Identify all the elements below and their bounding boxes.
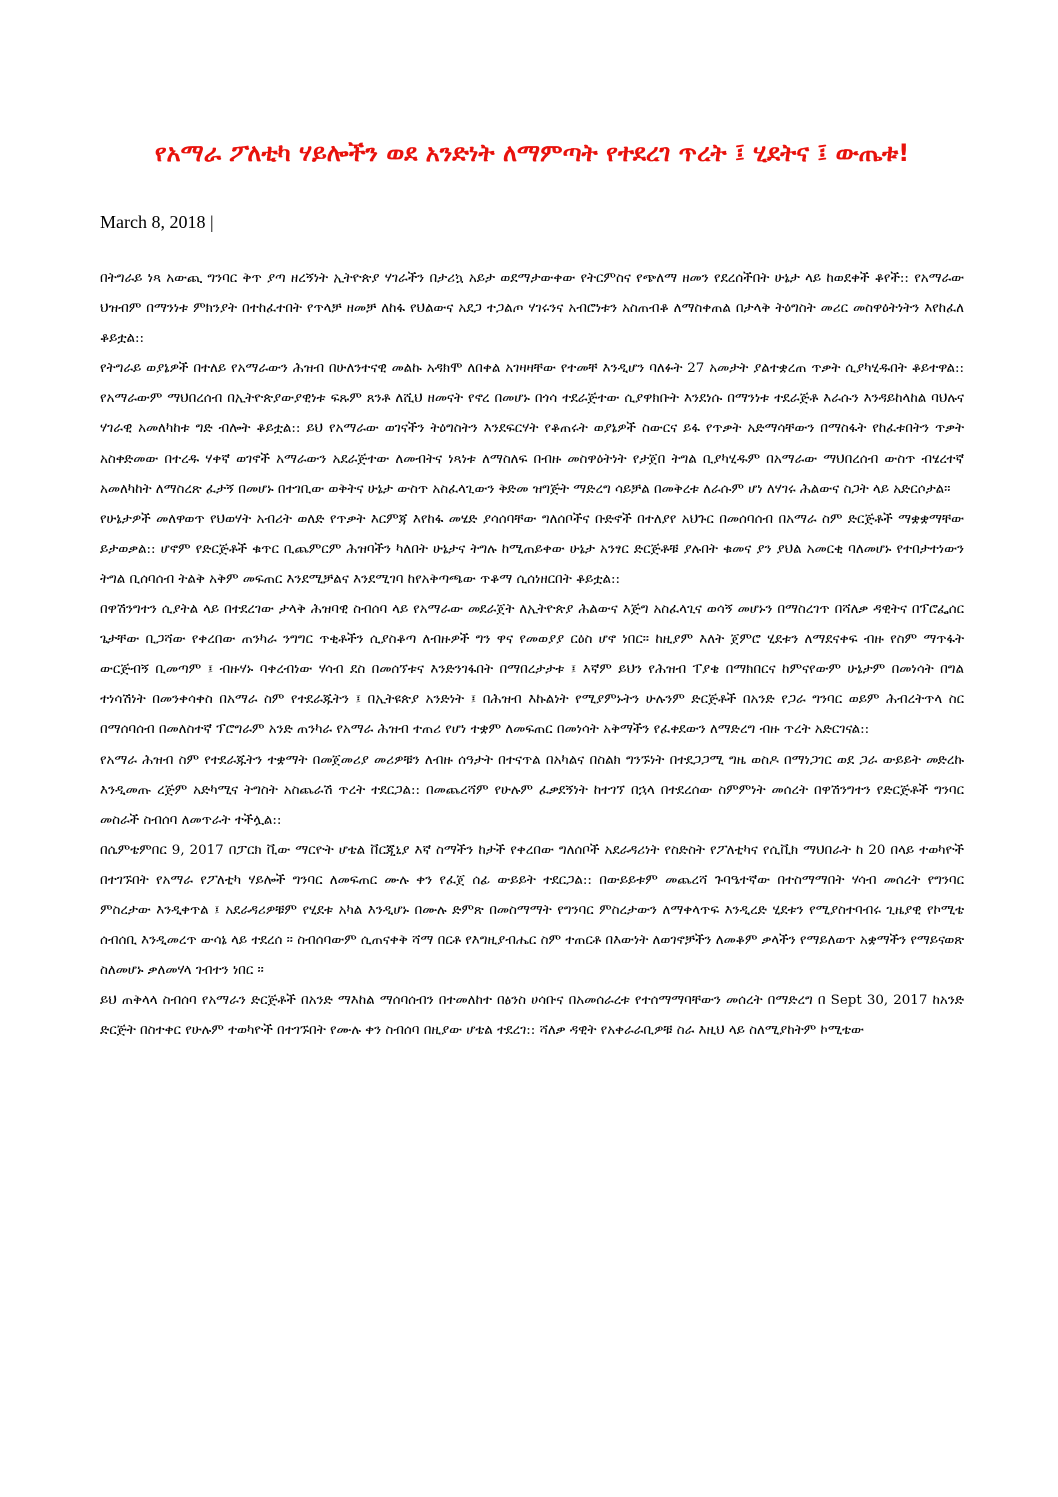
paragraph: በትግራይ ነጻ አውጪ ግንባር ቅጥ ያጣ ዘረኝነት ኢትዮጵያ ሃገራችን በታሪኳ አይታ ወደማታውቀው የትርምስና የጭለማ ዘመን የደረሰችበት ሁኔታ ላይ ከወደቀች ቆየች:: የአማራው ህዝብም በማንነቱ ምክንያት በተከፈተበት የጥላቻ ዘመቻ ለከፋ የህልውና አደጋ ተጋልጦ ሃገሩንና አብሮነቱን አስጠብቆ ለማስቀጠል በታላቅ ትዕግስት መሪር መስዋዕትነትን እየከፈለ ቆይቷል:: <box>100 271 964 347</box>
paragraph: በሴምቴምበር 9, 2017 በፓርክ ቪው ማርዮት ሆቴል ቨርጂኒያ እኛ ስማችን ከታች የቀረበው ግለሰቦች አደራዳሪነት የስድስት የፖለቲካና የሲቪክ ማህበራት ከ 20 በላይ ተወካዮች በተገኙበት የአማራ የፖለቲካ ሃይሎች ግንባር ለመፍጠር ሙሉ ቀን የፈጀ ሰፊ ውይይት ተደርጋል:: በውይይቱም መጨረሻ ጉባዔተኛው በተስማማበት ሃሳብ መሰረት የግንባር ምስረታው እንዲቀጥል ፤ አደራዳሪዎቹም የሂደቱ አካል እንዲሆኑ በሙሉ ድምጽ በመስማማት የግንባር ምስረታውን ለማቀላጥፍ እንዲረድ ሂደቱን የሚያስተባብሩ ጊዜያዊ የኮሚቴ ሰብሰቢ እንዲመረጥ ውሳኔ ላይ ተደረሰ ። ስብሰባውም ሲጠናቀቅ ሻማ በርቶ የእግዚያብሔር ስም ተጠርቶ በእውነት ለወገኖቻችን ለመቆም ቃላችን የማይለወጥ አቋማችን የማይናወጽ ስለመሆኑ ቃለመሃላ ገብተን ነበር ። <box>100 842 964 979</box>
article-body <box>100 264 964 1046</box>
paragraph: የአማራ ሕዝብ ስም የተደራጁትን ተቋማት በመጀመሪያ መሪዎቹን ለብዙ ሰዓታት በተናጥል በአካልና በስልክ ግንኙነት በተደጋጋሚ ግዜ ወስዶ በማነጋገር ወደ ጋራ ውይይት መድረኩ እንዲመጡ ረጅም አድካሚና ትግስት አስጨራሽ ጥረት ተደርጋል:: በመጨረሻም የሁሉም ፈቃደኝነት ከተገኘ በኋላ በተደረሰው ስምምነት መሰረት በዋሽንግተን የድርጅቶች ግንባር መስራች ስብሰባ ለመጥራት ተችሏል:: <box>100 752 964 828</box>
paragraph: በዋሽንግተን ሲያትል ላይ በተደረገው ታላቅ ሕዝባዊ ስብሰባ ላይ የአማራው መደራጀት ለኢትዮጵያ ሕልውና እጅግ አስፈላጊና ወሳኝ መሆኑን በማስረገጥ በሻለቃ ዳዊትና በፕሮፌሰር ጌታቸው ቢጋሻው የቀረበው ጠንካራ ንግግር ጥቂቶችን ሲያስቆጣ ለብዙዎች ግን ዋና የመወያያ ርዕስ ሆኖ ነበር። ከዚያም እለት ጀምሮ ሂደቱን ለማደናቀፍ ብዙ የስም ማጥፋት ውርጅብኝ ቢመጣም ፤ ብዙሃኑ ባቀረብነው ሃሳብ ደስ በመሰኘቱና እንድንገፋበት በማበረታታቱ ፤ እኛም ይህን የሕዝብ ፐያቄ በማክበርና ከምናየውም ሁኔታም በመነሳት በግል ተነሳሽነት በመንቀሳቀስ በአማራ ስም የተደራጁትን ፤ በኢትዩጵያ አንድነት ፤ በሕዝብ እኩልነት የሚያምኑትን ሁሉንም ድርጅቶች በአንድ የጋራ ግንባር ወይም ሕብረትጥላ ስር በማሰባሰብ በመለስተኛ ፕሮግራም አንድ ጠንካራ የአማራ ሕዝብ ተጠሪ የሆነ ተቋም ለመፍጠር በመነሳት አቅማችን የፈቀደውን ለማድረግ ብዙ ጥረት አድርገናል:: <box>100 602 964 738</box>
paragraph: ይህ ጠቅላላ ስብሰባ የአማራን ድርጅቶች በአንድ ማእከል ማሰባሰብን በተመለከተ በፅንስ ሀሳቡና በአመሰራረቱ የተሰማማባቸውን መሰረት በማድረግ በ Sept 30, 2017 ከአንድ ድርጅት በስተቀር የሁሉም ተወካዮች በተገኙበት የሙሉ ቀን ስብሰባ በዚያው ሆቴል ተደረገ:: ሻለቃ ዳዊት የአቀራራቢዎቹ ስራ እዚህ ላይ ስለሚያከትም ኮሚቴው <box>100 993 964 1039</box>
article-title: የአማራ ፖለቲካ ሃይሎችን ወደ አንድነት ለማምጣት የተደረገ ጥረት ፤ ሂደትና ፤ ውጤቱ! <box>154 139 910 167</box>
article-date: March 8, 2018 | <box>100 212 214 232</box>
paragraph: የትግራይ ወያኔዎች በተለይ የአማራውን ሕዝብ በሁለንተናዊ መልኩ አዳክሞ ለበቀል አገዛዛቸው የተመቸ እንዲሆን ባለፉት 27 አመታት ያልተቋረጠ ጥቃት ሲያካሂዱበት ቆይተዋል:: የአማራውም ማህበረሰብ በኢትዮጵያውያዊነቱ ፍጹም ጸንቶ ለሺህ ዘመናት የኖረ በመሆኑ በጎሳ ተደራጅተው ሲያዋክቡት እንደነሱ በማንነቱ ተደራጅቶ እራሱን እንዳይከላከል ባህሉና ሃገራዊ አመለካከቱ ግድ ብሎት ቆይቷል:: ይህ የአማራው ወገናችን ትዕግስትን እንደፍርሃት የቆጠሩት ወያኔዎች ስውርና ይፋ የጥቃት አድማሳቸውን በማስፋት የከፈቱበትን ጥቃት አስቀድመው በተረዱ ሃቀኛ ወገኖች አማራውን አደራጅተው ለመብትና ነጻነቱ ለማስለፍ በብዙ መስዋዕትነት የታጀበ ትግል ቢያካሂዱም በአማራው ማህበረሰብ ውስጥ ብሄረተኛ አመለካከት ለማስረጽ ፈታኝ በመሆኑ በተገቢው ወቅትና ሁኔታ ውስጥ አስፈላጊውን ቅድመ ዝግጅት ማድረግ ሳይቻል በመቅረቱ ለራሱም ሆነ ለሃገሩ ሕልውና ስጋት ላይ አድርሶታል። <box>100 361 964 497</box>
paragraph: የሁኔታዎች መለዋወጥ የህወሃት አብሪት ወለድ የጥቃት እርምጃ እየከፋ መሄድ ያሳሰባቸው ግለሰቦችና ቡድኖች በተለያየ አህጉር በመሰባሰብ በአማራ ስም ድርጅቶች ማቋቋማቸው ይታወቃል:: ሆኖም የድርጅቶች ቁጥር ቢጨምርም ሕዝባችን ካለበት ሁኔታና ትግሉ ከሚጠይቀው ሁኔታ አንፃር ድርጅቶቹ ያሉበት ቁመና ያን ያህል አመርቂ ባለመሆኑ የተበታተነውን ትግል ቢሰባሰብ ትልቅ አቅም መፍጠር እንደሚቻልና እንደሚገባ ከየአቅጣጫው ጥቆማ ሲሰነዘርበት ቆይቷል:: <box>100 511 964 587</box>
